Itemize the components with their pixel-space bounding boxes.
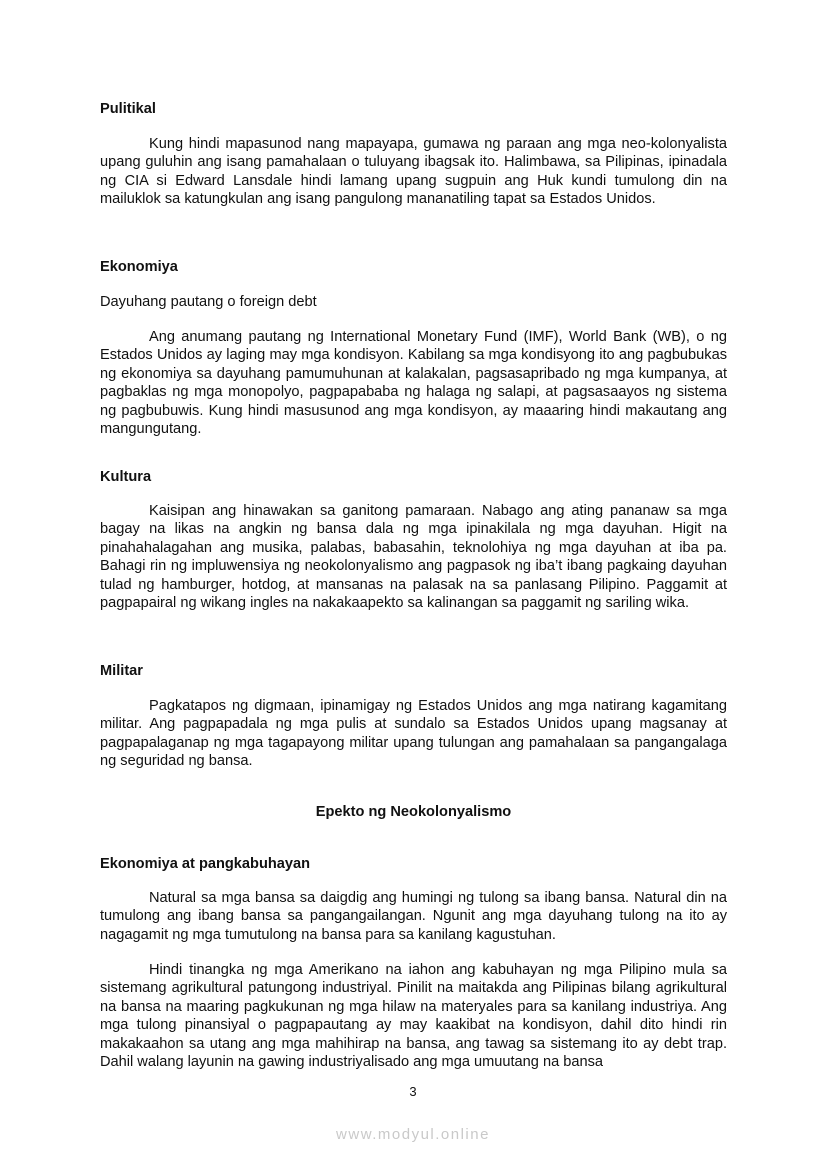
paragraph-militar: Pagkatapos ng digmaan, ipinamigay ng Estados Unidos ang mga natirang kagamitang militar. Ang pagpapadala ng mga pulis at sundalo sa Estados Unidos upang magsanay at pagpapalaganap ng mga tagapayong militar upang tulungan ang pamahalaan sa pangangalaga ng seguridad ng bansa. — [100, 698, 727, 770]
watermark: www.modyul.online — [336, 1126, 490, 1143]
heading-ekonomiya-pangkabuhayan: Ekonomiya at pangkabuhayan — [100, 856, 311, 872]
subheading-foreign-debt: Dayuhang pautang o foreign debt — [100, 294, 317, 310]
heading-pulitikal: Pulitikal — [100, 101, 156, 117]
page-number: 3 — [409, 1084, 417, 1099]
paragraph-ekonomiya-pangkabuhayan-2: Hindi tinangka ng mga Amerikano na iahon ang kabuhayan ng mga Pilipino mula sa sistemang agrikultural patungong industriyal. Pinilit na maitakda ang Pilipinas bilang agrikultural na bansa na maaring pagkukunan ng mga hilaw na materyales para sa kanilang industriya. Ang mga tulong pinansiyal o pagpapautang ay may kaakibat na kondisyon, dahil dito hindi rin makakaahon sa utang ang mga mahihirap na bansa, ang tawag sa sistemang ito ay debt trap. Dahil walang layunin na gawing industriyalisado ang mga umuutang na bansa — [100, 962, 727, 1071]
paragraph-kultura: Kaisipan ang hinawakan sa ganitong pamaraan. Nabago ang ating pananaw sa mga bagay na likas na angkin ng bansa dala ng mga ipinakilala ng mga dayuhan. Higit na pinahahalagahan ang musika, palabas, babasahin, teknolohiya ng mga dayuhan at iba pa. Bahagi rin ng impluwensiya ng neokolonyalismo ang pagpasok ng iba’t ibang pagkaing dayuhan tulad ng hamburger, hotdog, at mansanas na palasak na sa panlasang Pilipino. Paggamit at pagpapairal ng wikang ingles na nakakaapekto sa kalinangan sa paggamit ng sariling wika. — [100, 503, 727, 612]
heading-militar: Militar — [100, 663, 143, 679]
paragraph-pulitikal: Kung hindi mapasunod nang mapayapa, gumawa ng paraan ang mga neo-kolonyalista upang guluhin ang isang pamahalaan o tuluyang ibagsak ito. Halimbawa, sa Pilipinas, ipinadala ng CIA si Edward Lansdale hindi lamang upang sugpuin ang Huk kundi tumulong din na mailuklok sa katungkulan ang isang pangulong mananatiling tapat sa Estados Unidos. — [100, 136, 727, 208]
paragraph-ekonomiya: Ang anumang pautang ng International Monetary Fund (IMF), World Bank (WB), o ng Estados Unidos ay laging may mga kondisyon. Kabilang sa mga kondisyong ito ang pagbubukas ng ekonomiya sa dayuhang pamumuhunan at kalakalan, pagsasapribado ng mga kumpanya, at pagbaklas ng mga monopolyo, pagpapababa ng halaga ng salapi, at pagsasaayos ng sistema ng pagbubuwis. Kung hindi masusunod ang mga kondisyon, ay maaaring hindi makautang ang mangungutang. — [100, 329, 727, 438]
heading-ekonomiya: Ekonomiya — [100, 259, 178, 275]
heading-kultura: Kultura — [100, 469, 152, 485]
paragraph-ekonomiya-pangkabuhayan-1: Natural sa mga bansa sa daigdig ang humingi ng tulong sa ibang bansa. Natural din na tumulong ang ibang bansa sa pangangailangan. Ngunit ang mga dayuhang tulong na ito ay nagagamit ng mga tumutulong na bansa para sa kanilang kagustuhan. — [100, 890, 727, 943]
section-title-epekto: Epekto ng Neokolonyalismo — [315, 804, 512, 820]
